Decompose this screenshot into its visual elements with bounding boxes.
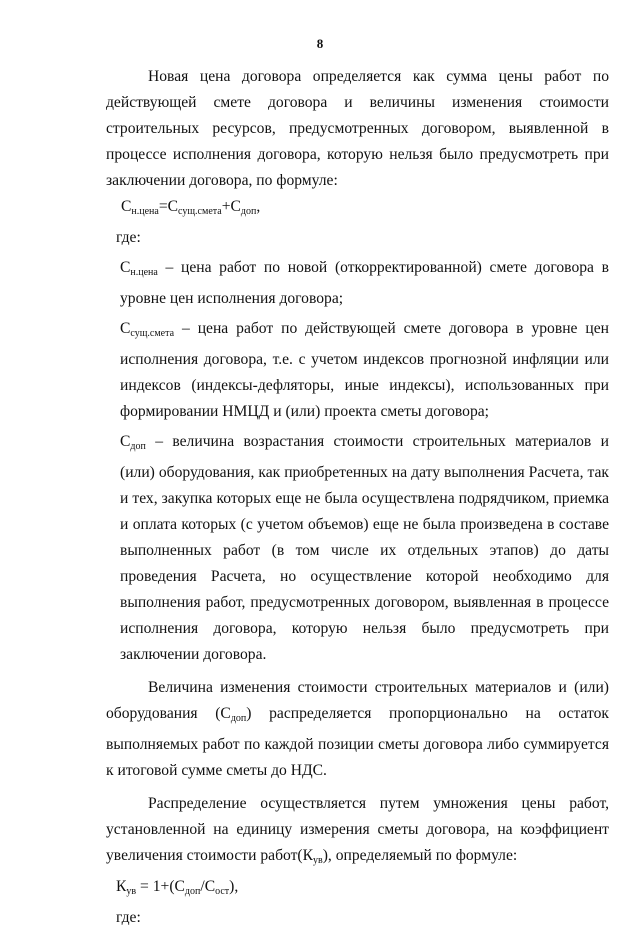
formula-sub-additional: доп [240,206,257,217]
definition-additional-cost [106,429,609,668]
formula2-sub-remaining: ост [215,886,230,897]
para3-text-b: ), определяемый по формуле: [322,847,518,864]
paragraph-distribution-method [106,791,609,874]
formula-new-price [106,194,609,225]
para2-subscript: доп [230,713,247,724]
paragraph-distribution-value [106,675,609,784]
formula2-sub-additional: доп [184,886,201,897]
def-symbol: С [120,320,131,337]
where-label: где: [116,229,141,246]
def-text: – цена работ по действующей смете договора в уровне цен исполнения договора, т.е. с учетом индексов прогнозной инфляции или индексов (индексы-дефляторы, иные индексы), использованных при формировании НМЦД и (или) проекта сметы договора; [120,320,609,420]
formula-coefficient [106,874,609,905]
formula2-mid: = 1+(С [136,878,185,895]
definition-current-estimate [106,316,609,425]
formula2-tail: ), [229,878,239,895]
formula-sub-current-estimate: сущ.смета [178,206,222,217]
para2-text-b: ) распределяется пропорционально на остаток выполняемых работ по каждой позиции сметы договора либо суммируется к итоговой сумме сметы до НДС. [106,705,609,779]
paragraph-new-price: Новая цена договора определяется как сумма цены работ по действующей смете договора и величины изменения стоимости строительных ресурсов, предусмотренных договором, выявленной в процессе исполнения договора, которую нельзя было предусмотреть при заключении договора, по формуле: [106,68,609,189]
definition-new-price [106,255,609,312]
formula-plus: +С [221,198,241,215]
def-text: – величина возрастания стоимости строительных материалов и (или) оборудования, как приобретенных на дату выполнения Расчета, так и тех, закупка которых еще не была осуществлена подрядчиком, приемка и оплата которых (с учетом объемов) еще не была произведена в составе выполненных работ (в том числе их отдельных этапов) до даты проведения Расчета, но осуществление которой необходимо для выполнения работ, предусмотренных договором, выявленная в процессе исполнения договора, которую нельзя было предусмотреть при заключении договора. [120,433,609,663]
def-symbol: С [120,259,131,276]
formula2-slash: /С [200,878,216,895]
def-subscript: доп [130,441,146,452]
where-label-2: где: [116,909,141,926]
para2-text-a: Величина изменения стоимости строительных материалов и (или) оборудования (С [106,679,609,722]
para3-subscript: ув [313,855,323,866]
formula-c: С [121,198,132,215]
def-text: – цена работ по новой (откорректированной) смете договора в уровне цен исполнения договора; [120,259,609,307]
def-subscript: сущ.смета [130,328,175,339]
formula-sub-new-price: н.цена [131,206,159,217]
def-subscript: н.цена [130,267,158,278]
formula-tail: , [256,198,261,215]
formula-equals: =С [158,198,179,215]
document-body [106,64,609,931]
formula2-k-sub: ув [126,886,137,897]
page-number: 8 [316,36,324,51]
para3-text-a: Распределение осуществляется путем умножения цены работ, установленной на единицу измерения сметы договора, на коэффициент увеличения стоимости работ(К [106,795,609,864]
def-symbol: С [120,433,131,450]
formula2-k: К [116,878,127,895]
